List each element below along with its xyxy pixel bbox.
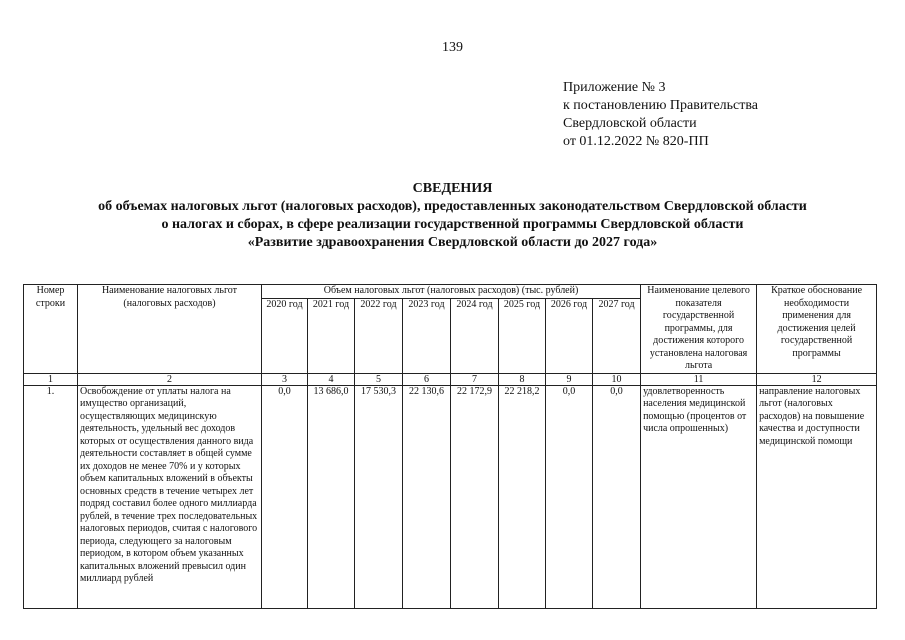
row-number: 1. <box>24 385 78 608</box>
header-year-2021: 2021 год <box>308 298 355 373</box>
column-number: 12 <box>757 373 877 385</box>
value-2021: 13 686,0 <box>308 385 355 608</box>
column-number: 6 <box>403 373 451 385</box>
column-number: 4 <box>308 373 355 385</box>
value-2027: 0,0 <box>593 385 641 608</box>
value-2025: 22 218,2 <box>499 385 546 608</box>
column-number: 8 <box>499 373 546 385</box>
header-benefit-name: Наименование налоговых льгот (налоговых расходов) <box>78 285 262 374</box>
header-year-2027: 2027 год <box>593 298 641 373</box>
appendix-line-1: Приложение № 3 <box>563 80 666 95</box>
header-year-2025: 2025 год <box>499 298 546 373</box>
column-number: 1 <box>24 373 78 385</box>
title-line-4: «Развитие здравоохранения Свердловской области до 2027 года» <box>247 235 658 250</box>
header-year-2022: 2022 год <box>355 298 403 373</box>
header-year-2024: 2024 год <box>451 298 499 373</box>
column-number: 2 <box>78 373 262 385</box>
header-year-2026: 2026 год <box>546 298 593 373</box>
document-title <box>0 180 905 252</box>
value-2026: 0,0 <box>546 385 593 608</box>
column-number: 10 <box>593 373 641 385</box>
column-number: 5 <box>355 373 403 385</box>
title-line-1: СВЕДЕНИЯ <box>412 181 493 196</box>
title-line-3: о налогах и сборах, в сфере реализации государственной программы Свердловской области <box>161 217 744 232</box>
target-indicator: удовлетворенность населения медицинской помощью (процентов от числа опрошенных) <box>641 385 757 608</box>
value-2022: 17 530,3 <box>355 385 403 608</box>
header-row <box>24 285 877 299</box>
appendix-block <box>563 79 758 151</box>
header-volume: Объем налоговых льгот (налоговых расходов) (тыс. рублей) <box>262 285 641 299</box>
header-justification: Краткое обоснование необходимости применения для достижения целей государственной программы <box>757 285 877 374</box>
header-target-indicator: Наименование целевого показателя государственной программы, для достижения которого установлена налоговая льгота <box>641 285 757 374</box>
benefit-description: Освобождение от уплаты налога на имущество организаций, осуществляющих медицинскую деятельность, удельный вес доходов которых от осуществления данного вида деятельности составляет в общей сумме их доходов не менее 70% и у которых объем капитальных вложений в объекты основных средств в течение четырех лет подряд составил более одного миллиарда рублей, в течение трех последовательных налоговых периодов, считая с налогового периода, следующего за налоговым периодом, в котором объем указанных капитальных вложений превысил один миллиард рублей <box>78 385 262 608</box>
appendix-line-3: Свердловской области <box>563 116 697 131</box>
column-number: 9 <box>546 373 593 385</box>
appendix-line-2: к постановлению Правительства <box>563 98 759 113</box>
header-year-2020: 2020 год <box>262 298 308 373</box>
column-numbers-row <box>24 373 877 385</box>
appendix-line-4: от 01.12.2022 № 820-ПП <box>563 134 709 149</box>
value-2024: 22 172,9 <box>451 385 499 608</box>
table-row <box>24 385 877 608</box>
value-2020: 0,0 <box>262 385 308 608</box>
justification: направление налоговых льгот (налоговых расходов) на повышение качества и доступности медицинской помощи <box>757 385 877 608</box>
header-year-2023: 2023 год <box>403 298 451 373</box>
column-number: 3 <box>262 373 308 385</box>
header-row-number: Номер строки <box>24 285 78 374</box>
column-number: 7 <box>451 373 499 385</box>
title-line-2: об объемах налоговых льгот (налоговых расходов), предоставленных законодательством Свердловской области <box>98 199 807 214</box>
page-number: 139 <box>442 40 463 55</box>
value-2023: 22 130,6 <box>403 385 451 608</box>
column-number: 11 <box>641 373 757 385</box>
tax-benefits-table <box>23 284 877 609</box>
